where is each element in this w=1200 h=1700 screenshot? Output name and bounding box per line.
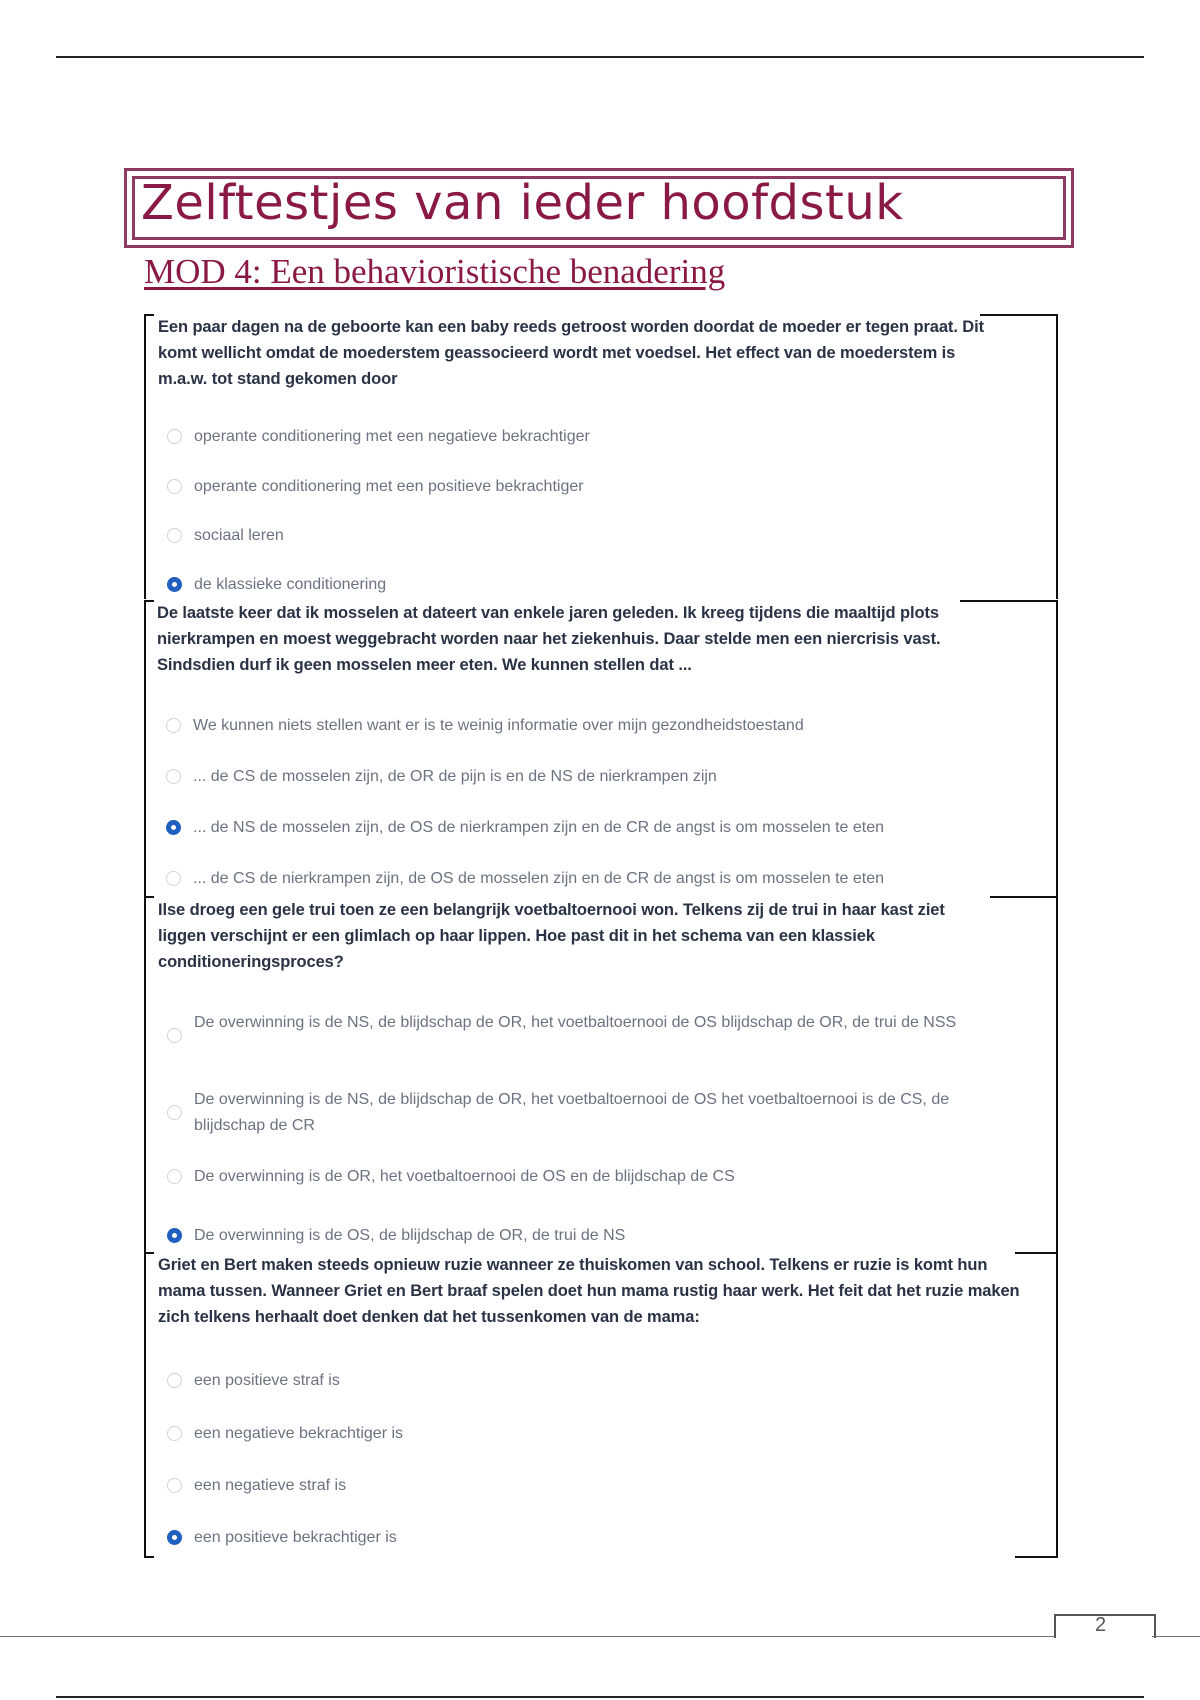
option-label: een positieve bekrachtiger is <box>194 1529 397 1546</box>
radio-button-selected[interactable] <box>166 820 181 835</box>
answer-option-selected[interactable] <box>167 572 386 598</box>
bracket-left <box>144 896 154 1254</box>
answer-option[interactable] <box>166 866 884 892</box>
bracket-right <box>960 600 1058 896</box>
answer-option[interactable] <box>167 1087 987 1139</box>
title-frame <box>124 168 1074 248</box>
radio-button[interactable] <box>167 528 182 543</box>
question-text: De laatste keer dat ik mosselen at dateert van enkele jaren geleden. Ik kreeg tijdens die maaltijd plots nierkrampen en moest weggebracht worden naar het ziekenhuis. Daar stelde men een niercrisis vast. Sindsdien durf ik geen mosselen meer eten. We kunnen stellen dat ... <box>157 604 941 674</box>
answer-option-selected[interactable] <box>167 1223 625 1249</box>
option-label: een negatieve bekrachtiger is <box>194 1425 404 1442</box>
answer-option-selected[interactable] <box>166 815 884 841</box>
bracket-left <box>144 600 154 896</box>
answer-option[interactable] <box>167 1421 403 1447</box>
radio-button[interactable] <box>167 1426 182 1441</box>
radio-button[interactable] <box>166 769 181 784</box>
radio-button-selected[interactable] <box>167 1530 182 1545</box>
radio-button[interactable] <box>167 479 182 494</box>
radio-button[interactable] <box>166 871 181 886</box>
answer-option-selected[interactable] <box>167 1525 397 1551</box>
radio-button-selected[interactable] <box>167 577 182 592</box>
answer-option[interactable] <box>167 1164 735 1190</box>
option-label: operante conditionering met een positieve bekrachtiger <box>194 478 584 495</box>
option-label: De overwinning is de NS, de blijdschap de OR, het voetbaltoernooi de OS blijdschap de OR, de trui de NSS <box>194 1014 957 1031</box>
answer-option[interactable] <box>167 424 590 450</box>
question-text: Griet en Bert maken steeds opnieuw ruzie wanneer ze thuiskomen van school. Telkens er ruzie is komt hun mama tussen. Wanneer Griet en Bert braaf spelen doet hun mama rustig haar werk. Het feit dat het ruzie maken zich telkens herhaalt doet denken dat het tussenkomen van de mama: <box>158 1256 1020 1326</box>
question-text: Ilse droeg een gele trui toen ze een belangrijk voetbaltoernooi won. Telkens zij de trui in haar kast ziet liggen verschijnt er een glimlach op haar lippen. Hoe past dit in het schema van een klassiek conditioneringsproces? <box>158 901 945 971</box>
option-label: De overwinning is de OR, het voetbaltoernooi de OS en de blijdschap de CS <box>194 1168 735 1185</box>
bracket-right <box>990 896 1058 1254</box>
footer-line <box>0 1636 1054 1637</box>
answer-option[interactable] <box>167 1010 987 1043</box>
question-text: Een paar dagen na de geboorte kan een baby reeds getroost worden doordat de moeder er tegen praat. Dit komt wellicht omdat de moederstem geassocieerd wordt met voedsel. Het effect van de moederstem is m.a.w. tot stand gekomen door <box>158 318 984 388</box>
option-label: een negatieve straf is <box>194 1477 347 1494</box>
option-label: de klassieke conditionering <box>194 576 387 593</box>
radio-button[interactable] <box>167 1373 182 1388</box>
answer-option[interactable] <box>167 523 284 549</box>
radio-button[interactable] <box>167 1105 182 1120</box>
answer-option[interactable] <box>166 764 717 790</box>
radio-button[interactable] <box>167 1478 182 1493</box>
bracket-left <box>144 314 154 599</box>
option-label: sociaal leren <box>194 527 284 544</box>
bottom-rule <box>56 1696 1144 1698</box>
option-label: operante conditionering met een negatieve bekrachtiger <box>194 428 590 445</box>
radio-button-selected[interactable] <box>167 1228 182 1243</box>
footer-line-right <box>1152 1636 1200 1637</box>
radio-button[interactable] <box>167 429 182 444</box>
page-number: 2 <box>1095 1614 1107 1636</box>
option-label: ... de CS de nierkrampen zijn, de OS de mosselen zijn en de CR de angst is om mosselen te eten <box>193 870 885 887</box>
radio-button[interactable] <box>166 718 181 733</box>
answer-option[interactable] <box>166 713 804 739</box>
answer-option[interactable] <box>167 474 584 500</box>
option-label: De overwinning is de NS, de blijdschap de OR, het voetbaltoernooi de OS het voetbaltoernooi is de CS, de blijdschap de CR <box>194 1091 950 1134</box>
top-rule <box>56 56 1144 58</box>
page-title: Zelftestjes van ieder hoofdstuk <box>141 175 904 231</box>
option-label: De overwinning is de OS, de blijdschap de OR, de trui de NS <box>194 1227 626 1244</box>
option-label: een positieve straf is <box>194 1372 340 1389</box>
radio-button[interactable] <box>167 1169 182 1184</box>
option-label: ... de CS de mosselen zijn, de OR de pijn is en de NS de nierkrampen zijn <box>193 768 717 785</box>
answer-option[interactable] <box>167 1473 346 1499</box>
option-label: We kunnen niets stellen want er is te weinig informatie over mijn gezondheidstoestand <box>193 717 804 734</box>
bracket-left <box>144 1252 154 1558</box>
option-label: ... de NS de mosselen zijn, de OS de nierkrampen zijn en de CR de angst is om mosselen te eten <box>193 819 885 836</box>
radio-button[interactable] <box>167 1028 182 1043</box>
module-subtitle: MOD 4: Een behavioristische benadering <box>144 252 726 291</box>
bracket-right <box>980 314 1058 599</box>
answer-option[interactable] <box>167 1368 340 1394</box>
